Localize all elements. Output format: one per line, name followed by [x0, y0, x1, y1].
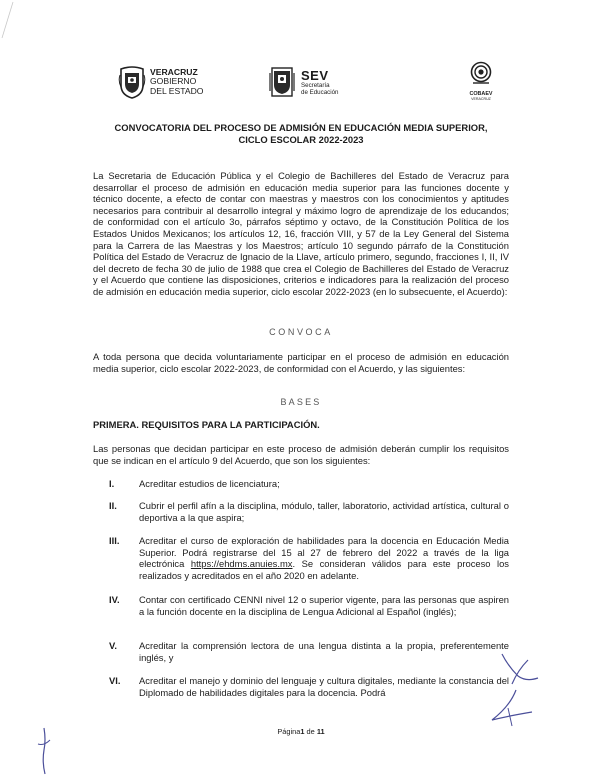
cobaev-name: COBAEV: [469, 91, 493, 97]
title-line2: CICLO ESCOLAR 2022-2023: [238, 134, 364, 145]
veracruz-line3: DEL ESTADO: [150, 85, 204, 96]
page-footer: [0, 727, 602, 736]
section-heading-primera: PRIMERA. REQUISITOS PARA LA PARTICIPACIÓN.: [93, 419, 320, 430]
requirement-text: Acreditar la comprensión lectora de una lengua distinta a la propia, preferentemente inglés, y: [139, 640, 509, 663]
page-of-label: de: [306, 727, 315, 736]
requirement-text: Contar con certificado CENNI nivel 12 o superior vigente, para las personas que aspiren a la función docente en la disciplina de Lengua Adicional al Español (inglés);: [139, 594, 509, 617]
invitation-paragraph: A toda persona que decida voluntariamente participar en el proceso de admisión en educación media superior, ciclo escolar 2022-2023, de conformidad con el Acuerdo, y las siguientes:: [93, 351, 509, 374]
anuies-link[interactable]: https://ehdms.anuies.mx: [190, 558, 293, 570]
requirement-text: Acreditar estudios de licenciatura;: [139, 478, 280, 489]
requirement-number: VI.: [109, 675, 121, 686]
veracruz-line2: GOBIERNO: [150, 76, 197, 87]
title-line1: CONVOCATORIA DEL PROCESO DE ADMISIÓN EN EDUCACIÓN MEDIA SUPERIOR,: [114, 122, 488, 133]
page-number: 1: [300, 727, 305, 736]
page-label: Página: [277, 727, 301, 736]
convoca-heading: CONVOCA: [269, 327, 333, 337]
cobaev-emblem-icon: [470, 61, 492, 85]
requirement-text: [139, 535, 509, 581]
requirement-item-5: [109, 640, 509, 663]
requirement-text: Cubrir el perfil afín a la disciplina, módulo, taller, laboratorio, actividad artística, cultural o deportiva a la que aspira;: [139, 500, 509, 523]
requirement-item-1: [109, 478, 509, 490]
sev-title: SEV: [301, 67, 329, 83]
veracruz-line1: VERACRUZ: [150, 66, 198, 77]
signature-mark-icon: [488, 650, 548, 730]
intro-paragraph: La Secretaria de Educación Pública y el Colegio de Bachilleres del Estado de Veracruz para desarrollar el proceso de admisión en educación media superior para las funciones docente y técnico docente, a efecto de contar con maestras y maestros con los conocimientos y aptitudes necesarios para contribuir al desarrollo integral y máximo logro de aprendizaje de los educandos; de conformidad con el artículo 3o, párrafos séptimo y octavo, de la Constitución Política de los Estados Unidos Mexicanos; los artículos 12, 16, fracción VIII, y 57 de la Ley General del Sistema para la Carrera de las Maestras y los Maestros; artículo 10 segundo párrafo de la Constitución Política del Estado de Veracruz de Ignacio de la Llave, artículo primero, segundo, fracciones I, II, IV del decreto de fecha 30 de julio de 1988 que crea el Colegio de Bachilleres del Estado de Veracruz y el Acuerdo que contiene las disposiciones, criterios e indicadores para la realización del proceso de admisión en educación media superior, ciclo escolar 2022-2023 (en lo subsecuente, el Acuerdo):: [93, 170, 509, 297]
requirement-text-part1: Acreditar el curso de exploración de habilidades para la docencia en Educación Media Superior. Podrá registrarse del 15 al 27 de febrero del 2022 a través de la liga electrónica: [139, 535, 509, 570]
requirement-item-2: [109, 500, 509, 523]
requirements-intro-paragraph: Las personas que decidan participar en este proceso de admisión deberán cumplir los requisitos que se indican en el artículo 9 del Acuerdo, que son los siguientes:: [93, 443, 509, 466]
requirement-item-6: [109, 675, 509, 698]
sev-seal-icon: [268, 65, 296, 99]
requirement-number: I.: [109, 478, 115, 489]
total-pages: 11: [316, 727, 325, 736]
cobaev-subtitle: VERACRUZ: [471, 97, 491, 101]
requirement-number: V.: [109, 640, 117, 651]
requirement-number: IV.: [109, 594, 120, 605]
sev-logo: [268, 64, 378, 100]
requirement-number: III.: [109, 535, 120, 546]
bases-heading: BASES: [280, 397, 322, 407]
veracruz-seal-icon: [118, 65, 146, 99]
requirement-text-part2: . Se consideran válidos para este proceso los realizados y acreditados en el año 2020 en adelante.: [139, 558, 509, 581]
requirement-item-4: [109, 594, 509, 617]
cobaev-logo: [464, 61, 498, 105]
document-title: [60, 122, 542, 146]
corner-scan-line: [0, 0, 14, 40]
requirement-text: Acreditar el manejo y dominio del lenguaje y cultura digitales, mediante la constancia del Diplomado de habilidades digitales para la docencia. Podrá: [139, 675, 509, 698]
requirement-number: II.: [109, 500, 117, 511]
sev-subtitle-line2: de Educación: [301, 88, 339, 96]
requirement-item-3: [109, 535, 509, 581]
sev-subtitle-line1: Secretaría: [301, 81, 330, 89]
veracruz-government-logo: [118, 64, 228, 100]
